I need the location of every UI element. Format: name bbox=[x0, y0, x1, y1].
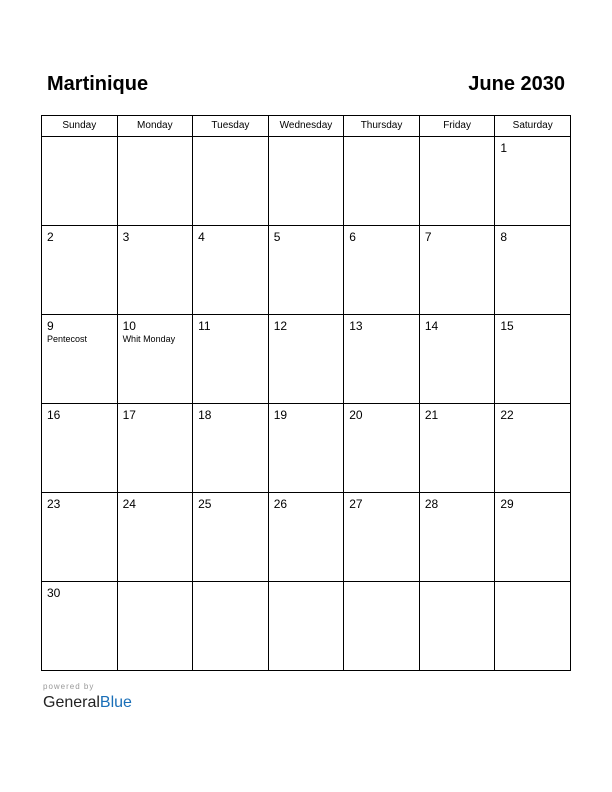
day-number bbox=[344, 582, 419, 586]
day-cell bbox=[193, 582, 269, 671]
calendar-header bbox=[41, 70, 571, 100]
day-number: 15 bbox=[500, 319, 514, 333]
day-cell bbox=[344, 582, 420, 671]
day-number: 20 bbox=[349, 408, 363, 422]
day-cell bbox=[117, 315, 193, 404]
logo-blue-text: Blue bbox=[99, 694, 132, 711]
day-cell bbox=[268, 582, 344, 671]
logo-general-text: General bbox=[43, 694, 100, 711]
day-cell bbox=[42, 404, 118, 493]
month-calendar-grid bbox=[41, 115, 571, 671]
day-cell bbox=[193, 137, 269, 226]
day-cell bbox=[495, 404, 571, 493]
day-number: 30 bbox=[47, 586, 61, 600]
day-cell bbox=[495, 582, 571, 671]
holiday-label: Pentecost bbox=[47, 334, 88, 344]
week-row bbox=[42, 137, 571, 226]
day-number: 17 bbox=[122, 408, 136, 422]
powered-by-label: powered by bbox=[43, 682, 95, 691]
day-number bbox=[193, 582, 268, 586]
day-number: 24 bbox=[122, 497, 136, 511]
day-cell bbox=[117, 404, 193, 493]
day-number bbox=[269, 582, 344, 586]
day-number: 11 bbox=[198, 319, 211, 333]
day-cell bbox=[419, 404, 495, 493]
day-number bbox=[42, 137, 117, 141]
day-number: 3 bbox=[122, 230, 130, 244]
day-cell bbox=[42, 493, 118, 582]
day-cell bbox=[193, 493, 269, 582]
day-number: 22 bbox=[500, 408, 514, 422]
day-cell bbox=[268, 226, 344, 315]
day-cell bbox=[117, 137, 193, 226]
week-row bbox=[42, 404, 571, 493]
day-number: 7 bbox=[424, 230, 432, 244]
holiday-label: Whit Monday bbox=[122, 334, 176, 344]
day-number: 5 bbox=[273, 230, 281, 244]
day-cell bbox=[42, 582, 118, 671]
day-cell bbox=[268, 315, 344, 404]
day-number bbox=[420, 582, 495, 586]
weekday-saturday: Saturday bbox=[495, 116, 571, 137]
weekday-wednesday: Wednesday bbox=[268, 116, 344, 137]
day-number: 12 bbox=[273, 319, 288, 333]
day-number: 13 bbox=[349, 319, 363, 333]
day-cell bbox=[495, 315, 571, 404]
day-cell bbox=[495, 226, 571, 315]
day-number: 1 bbox=[500, 141, 508, 155]
generalblue-logo[interactable] bbox=[43, 693, 132, 713]
weekday-tuesday: Tuesday bbox=[193, 116, 269, 137]
day-cell bbox=[42, 315, 118, 404]
week-row bbox=[42, 226, 571, 315]
week-row bbox=[42, 493, 571, 582]
weekday-friday: Friday bbox=[419, 116, 495, 137]
week-row bbox=[42, 582, 571, 671]
weekday-thursday: Thursday bbox=[344, 116, 420, 137]
day-cell bbox=[268, 404, 344, 493]
day-cell bbox=[344, 315, 420, 404]
day-number bbox=[118, 137, 193, 141]
day-number: 4 bbox=[198, 230, 205, 244]
day-cell bbox=[42, 226, 118, 315]
day-cell bbox=[42, 137, 118, 226]
day-cell bbox=[419, 226, 495, 315]
day-cell bbox=[495, 493, 571, 582]
day-number bbox=[495, 582, 570, 586]
day-number: 10 bbox=[122, 319, 136, 333]
day-cell bbox=[117, 493, 193, 582]
day-number: 23 bbox=[47, 497, 61, 511]
day-number bbox=[420, 137, 495, 141]
day-number: 9 bbox=[47, 319, 54, 333]
week-row bbox=[42, 315, 571, 404]
day-number: 18 bbox=[198, 408, 212, 422]
country-title: Martinique bbox=[47, 73, 149, 95]
day-number bbox=[344, 137, 419, 141]
weekday-sunday: Sunday bbox=[42, 116, 118, 137]
day-number: 8 bbox=[500, 230, 508, 244]
day-cell bbox=[117, 226, 193, 315]
weekday-header-row bbox=[42, 116, 571, 137]
day-cell bbox=[495, 137, 571, 226]
day-cell bbox=[419, 493, 495, 582]
footer-branding bbox=[43, 681, 132, 713]
day-cell bbox=[344, 226, 420, 315]
month-year-title: June 2030 bbox=[468, 73, 565, 95]
day-number: 29 bbox=[500, 497, 514, 511]
day-number: 27 bbox=[349, 497, 363, 511]
day-number bbox=[193, 137, 268, 141]
day-number: 2 bbox=[47, 230, 54, 244]
day-cell bbox=[419, 137, 495, 226]
day-number: 26 bbox=[273, 497, 288, 511]
day-number bbox=[269, 137, 344, 141]
day-cell bbox=[117, 582, 193, 671]
day-number: 16 bbox=[47, 408, 61, 422]
day-number: 14 bbox=[424, 319, 439, 333]
day-number: 19 bbox=[273, 408, 288, 422]
day-cell bbox=[268, 493, 344, 582]
day-cell bbox=[344, 137, 420, 226]
day-number: 21 bbox=[424, 408, 439, 422]
day-number: 25 bbox=[198, 497, 212, 511]
day-cell bbox=[193, 226, 269, 315]
day-number: 28 bbox=[424, 497, 439, 511]
day-cell bbox=[268, 137, 344, 226]
day-cell bbox=[193, 315, 269, 404]
day-number: 6 bbox=[349, 230, 356, 244]
day-cell bbox=[193, 404, 269, 493]
day-cell bbox=[344, 493, 420, 582]
day-number bbox=[118, 582, 193, 586]
day-cell bbox=[344, 404, 420, 493]
weekday-monday: Monday bbox=[117, 116, 193, 137]
day-cell bbox=[419, 315, 495, 404]
day-cell bbox=[419, 582, 495, 671]
